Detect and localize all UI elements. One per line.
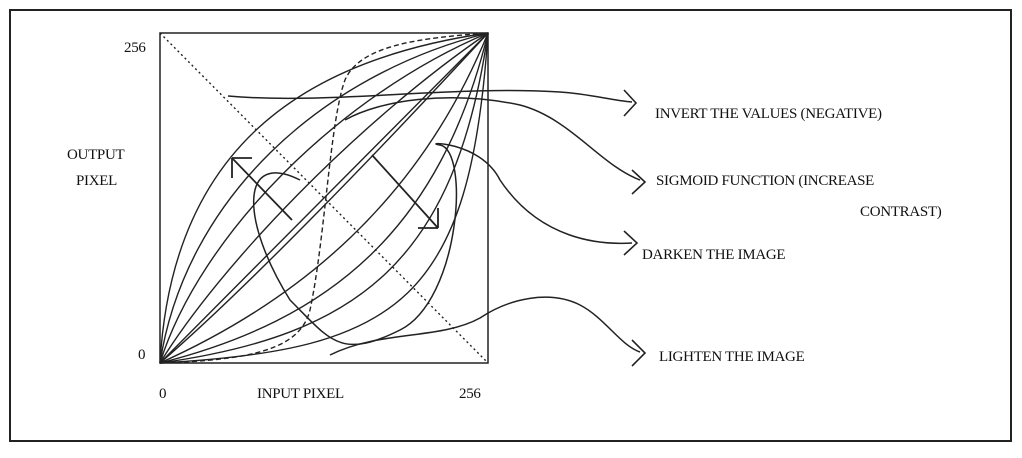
x-axis-left-tick: 0 <box>159 386 167 402</box>
y-axis-label-line1: OUTPUT <box>67 147 125 163</box>
y-axis-bottom-tick: 0 <box>138 347 146 363</box>
label-darken: DARKEN THE IMAGE <box>642 247 786 263</box>
y-axis-top-tick: 256 <box>124 40 146 56</box>
label-invert: INVERT THE VALUES (NEGATIVE) <box>655 106 882 122</box>
callout-arrowheads <box>624 90 645 366</box>
x-axis-label: INPUT PIXEL <box>257 386 344 402</box>
label-lighten: LIGHTEN THE IMAGE <box>659 349 805 365</box>
label-sigmoid-line2: CONTRAST) <box>860 204 942 220</box>
y-axis-label-line2: PIXEL <box>76 173 117 189</box>
callout-lighten <box>330 297 640 355</box>
x-axis-right-tick: 256 <box>459 386 481 402</box>
lighten-direction-arrow <box>232 158 292 220</box>
label-sigmoid-line1: SIGMOID FUNCTION (INCREASE <box>656 173 875 189</box>
